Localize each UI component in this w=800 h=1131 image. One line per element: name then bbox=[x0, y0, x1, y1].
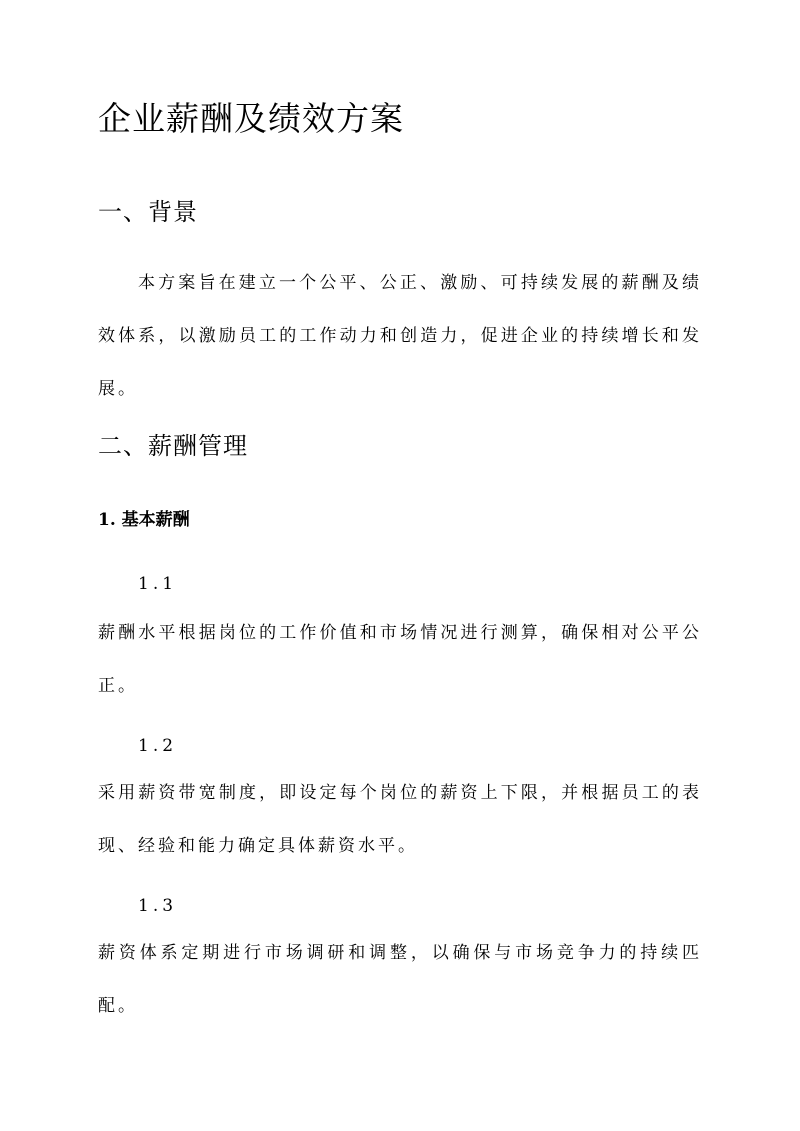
subsection-heading-base-pay: 1. 基本薪酬 bbox=[98, 510, 190, 530]
document-title: 企业薪酬及绩效方案 bbox=[98, 99, 404, 138]
section-heading-compensation: 二、薪酬管理 bbox=[98, 432, 248, 460]
item-number-1-1: 1.1 bbox=[138, 574, 178, 594]
item-text-1-1: 薪酬水平根据岗位的工作价值和市场情况进行测算，确保相对公平公正。 bbox=[98, 623, 702, 696]
item-number-1-2: 1.2 bbox=[138, 736, 178, 756]
item-text-1-2: 采用薪资带宽制度，即设定每个岗位的薪资上下限，并根据员工的表现、经验和能力确定具体薪资水平。 bbox=[98, 783, 702, 856]
section-heading-background: 一、背景 bbox=[98, 198, 198, 226]
item-number-1-3: 1.3 bbox=[138, 896, 178, 916]
item-text-1-3: 薪资体系定期进行市场调研和调整，以确保与市场竞争力的持续匹配。 bbox=[98, 943, 702, 1016]
background-paragraph: 本方案旨在建立一个公平、公正、激励、可持续发展的薪酬及绩效体系，以激励员工的工作动力和创造力，促进企业的持续增长和发展。 bbox=[98, 273, 702, 399]
